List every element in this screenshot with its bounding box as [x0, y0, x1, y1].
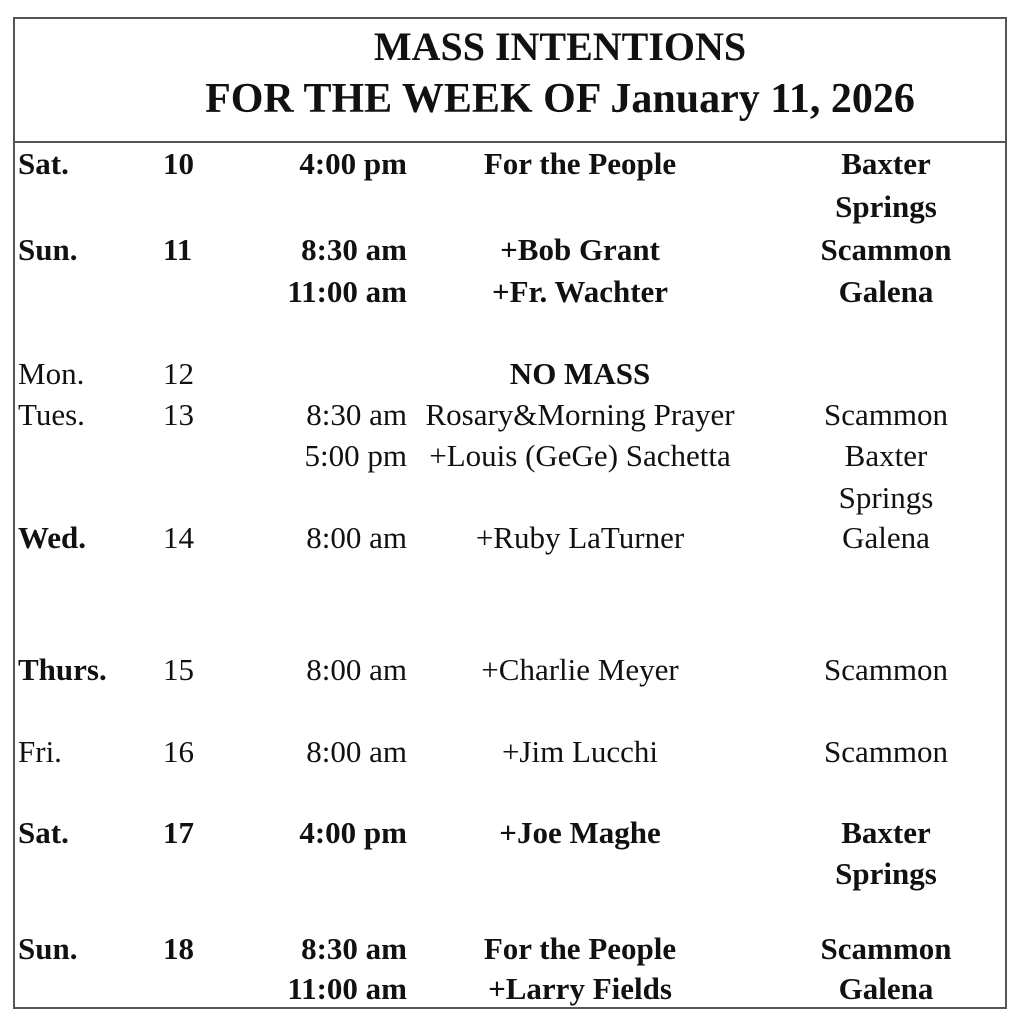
- row-intention: For the People: [483, 146, 677, 181]
- row-day: Sun.: [18, 931, 78, 966]
- title-line-1: MASS INTENTIONS: [373, 24, 747, 69]
- row-intention: +Ruby LaTurner: [475, 520, 685, 555]
- row-date: 17: [163, 815, 194, 850]
- row-intention: +Bob Grant: [500, 232, 660, 267]
- row-time: 4:00 pm: [299, 815, 407, 850]
- row-place: Galena: [838, 971, 934, 1006]
- row-time: 4:00 pm: [299, 146, 407, 181]
- row-place: Scammon: [820, 232, 952, 267]
- title-line-2: FOR THE WEEK OF January 11, 2026: [205, 76, 915, 122]
- row-date: 12: [163, 356, 194, 391]
- header: [15, 19, 1005, 143]
- row-place: Springs: [835, 189, 937, 224]
- row-time: 11:00 am: [287, 274, 407, 309]
- row-time: 8:00 am: [306, 734, 407, 769]
- row-day: Sat.: [18, 815, 69, 850]
- row-place: Baxter: [844, 438, 928, 473]
- row-time: 8:00 am: [306, 652, 407, 687]
- row-intention: +Louis (GeGe) Sachetta: [429, 438, 731, 473]
- row-place: Galena: [838, 274, 934, 309]
- row-day: Fri.: [18, 734, 62, 769]
- row-place: Baxter: [841, 146, 931, 181]
- row-time: 8:30 am: [301, 232, 407, 267]
- row-day: Sun.: [18, 232, 78, 267]
- row-place: Scammon: [824, 652, 948, 687]
- row-time: 11:00 am: [287, 971, 407, 1006]
- row-place: Scammon: [824, 397, 948, 432]
- row-day: Tues.: [18, 397, 85, 432]
- row-day: Wed.: [18, 520, 87, 555]
- row-day: Mon.: [18, 356, 85, 391]
- row-intention: For the People: [483, 931, 677, 966]
- row-place: Springs: [835, 856, 937, 891]
- row-date: 16: [163, 734, 194, 769]
- row-date: 13: [163, 397, 194, 432]
- row-intention: +Fr. Wachter: [491, 274, 669, 309]
- row-intention: NO MASS: [509, 356, 651, 391]
- row-intention: +Jim Lucchi: [501, 734, 659, 769]
- row-place: Baxter: [841, 815, 931, 850]
- row-intention: Rosary&Morning Prayer: [425, 397, 735, 432]
- row-place: Scammon: [820, 931, 952, 966]
- row-time: 8:00 am: [306, 520, 407, 555]
- row-date: 10: [163, 146, 194, 181]
- row-date: 18: [163, 931, 194, 966]
- row-date: 15: [163, 652, 194, 687]
- row-day: Sat.: [18, 146, 69, 181]
- row-place: Scammon: [824, 734, 948, 769]
- row-intention: +Larry Fields: [488, 971, 672, 1006]
- row-time: 5:00 pm: [304, 438, 407, 473]
- row-date: 14: [163, 520, 194, 555]
- row-time: 8:30 am: [301, 931, 407, 966]
- row-intention: +Charlie Meyer: [481, 652, 679, 687]
- row-day: Thurs.: [18, 652, 107, 687]
- row-intention: +Joe Maghe: [499, 815, 661, 850]
- row-place: Springs: [838, 480, 934, 515]
- row-place: Galena: [842, 520, 930, 555]
- row-time: 8:30 am: [306, 397, 407, 432]
- row-date: 11: [163, 232, 193, 267]
